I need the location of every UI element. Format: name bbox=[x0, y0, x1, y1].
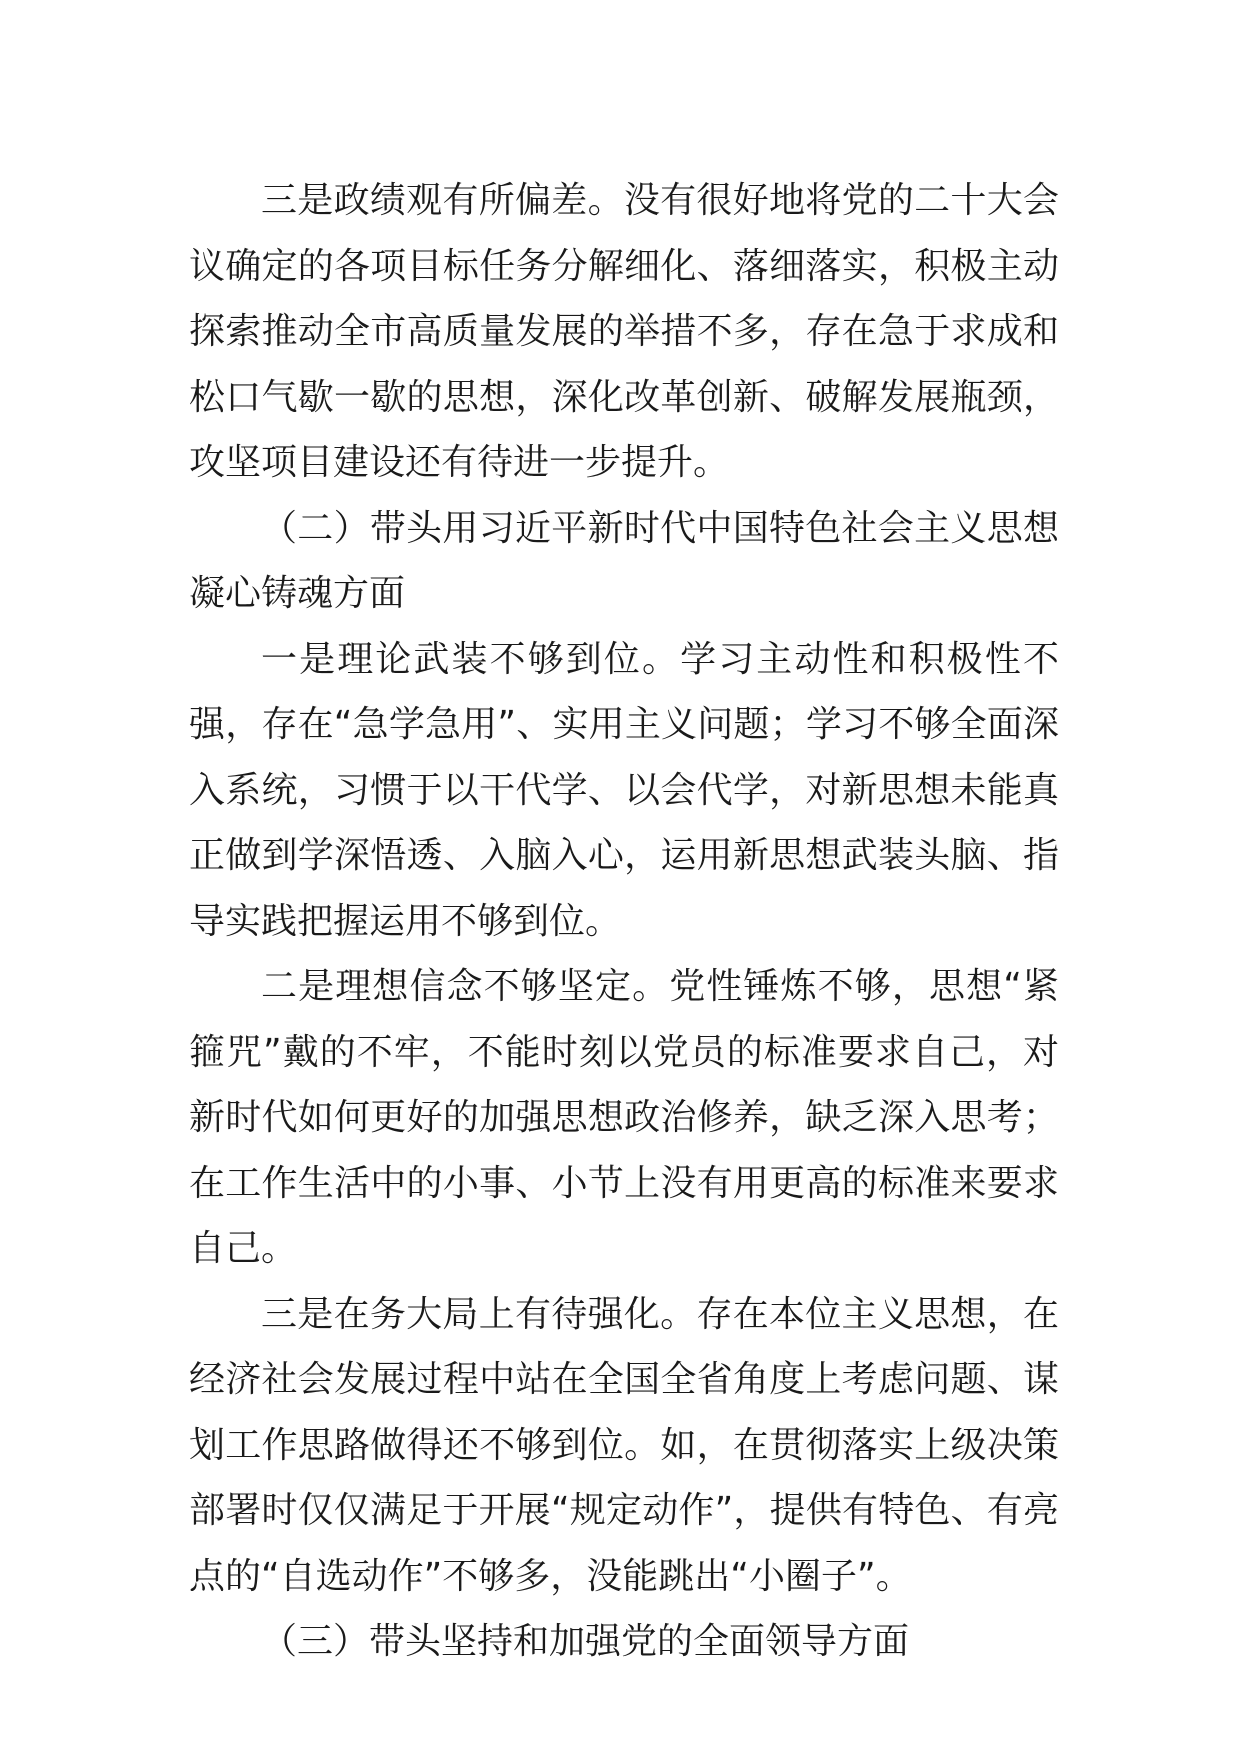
paragraph-serving-overall-situation: 三是在务大局上有待强化。存在本位主义思想，在经济社会发展过程中站在全国全省角度上考虑问题、谋划工作思路做得还不够到位。如，在贯彻落实上级决策部署时仅仅满足于开展“规定动作”，提供有特色、有亮点的“自选动作”不够多，没能跳出“小圈子”。 bbox=[189, 1293, 1059, 1597]
section-heading-3: （三）带头坚持和加强党的全面领导方面 bbox=[261, 1621, 910, 1662]
paragraph-ideals-beliefs: 二是理想信念不够坚定。党性锤炼不够，思想“紧箍咒”戴的不牢，不能时刻以党员的标准要求自己，对新时代如何更好的加强思想政治修养，缺乏深入思考；在工作生活中的小事、小节上没有用更高的标准来要求自己。 bbox=[189, 966, 1059, 1269]
paragraph-political-performance: 三是政绩观有所偏差。没有很好地将党的二十大会议确定的各项目标任务分解细化、落细落实，积极主动探索推动全市高质量发展的举措不多，存在急于求成和松口气歇一歇的思想，深化改革创新、破解发展瓶颈，攻坚项目建设还有待进一步提升。 bbox=[189, 180, 1059, 483]
paragraph-theory-armament: 一是理论武装不够到位。学习主动性和积极性不强，存在“急学急用”、实用主义问题；学习不够全面深入系统，习惯于以干代学、以会代学，对新思想未能真正做到学深悟透、入脑入心，运用新思想武装头脑、指导实践把握运用不够到位。 bbox=[189, 638, 1059, 942]
section-heading-2: （二）带头用习近平新时代中国特色社会主义思想凝心铸魂方面 bbox=[189, 507, 1059, 614]
document-body bbox=[189, 168, 1059, 1675]
